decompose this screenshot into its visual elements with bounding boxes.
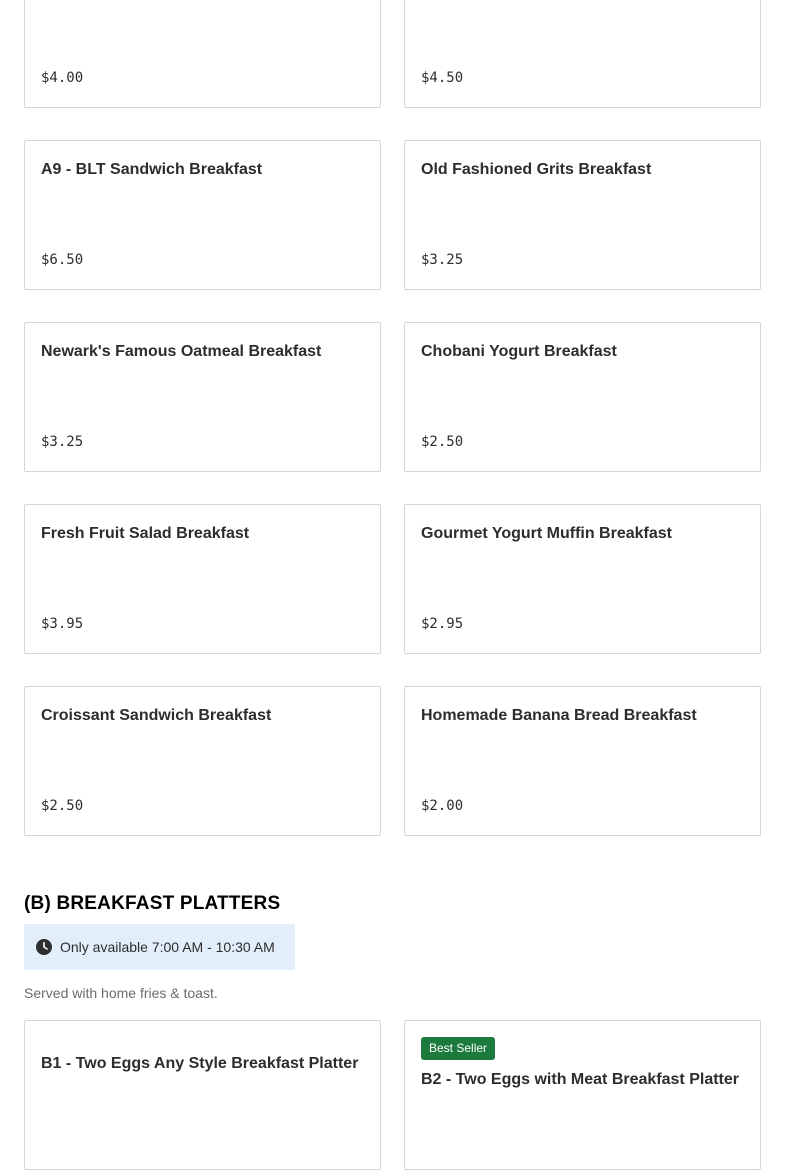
menu-item-price: $2.95	[421, 616, 464, 632]
menu-item-card[interactable]	[404, 140, 761, 290]
menu-item-name: B2 - Two Eggs with Meat Breakfast Platter	[421, 1071, 739, 1088]
menu-item-card[interactable]	[24, 504, 381, 654]
section-description: Served with home fries & toast.	[24, 985, 218, 1001]
availability-text: Only available 7:00 AM - 10:30 AM	[60, 939, 275, 955]
menu-item-card[interactable]	[404, 322, 761, 472]
menu-item-price: $2.50	[41, 798, 84, 814]
menu-item-price: $4.00	[41, 70, 84, 86]
clock-icon	[36, 939, 52, 955]
menu-item-price: $2.00	[421, 798, 464, 814]
menu-item-card[interactable]	[404, 504, 761, 654]
menu-item-card[interactable]	[24, 686, 381, 836]
menu-item-name: Newark's Famous Oatmeal Breakfast	[41, 343, 322, 360]
menu-item-price: $3.25	[421, 252, 464, 268]
menu-item-card[interactable]	[24, 1020, 381, 1170]
menu-items-grid	[24, 0, 761, 836]
menu-item-price: $3.95	[41, 616, 84, 632]
menu-item-name: Homemade Banana Bread Breakfast	[421, 707, 697, 724]
menu-item-card[interactable]	[404, 0, 761, 108]
menu-item-card[interactable]	[24, 140, 381, 290]
menu-item-price: $3.25	[41, 434, 84, 450]
platters-grid	[24, 1020, 761, 1170]
menu-item-price: $2.50	[421, 434, 464, 450]
menu-item-card[interactable]	[24, 0, 381, 108]
menu-item-card[interactable]	[24, 322, 381, 472]
best-seller-badge: Best Seller	[421, 1037, 495, 1060]
menu-item-name: Fresh Fruit Salad Breakfast	[41, 525, 250, 542]
menu-item-name: Gourmet Yogurt Muffin Breakfast	[421, 525, 672, 542]
menu-item-card[interactable]	[404, 686, 761, 836]
availability-banner	[24, 924, 295, 970]
menu-item-price: $6.50	[41, 252, 84, 268]
menu-item-name: Old Fashioned Grits Breakfast	[421, 161, 652, 178]
menu-item-name: Croissant Sandwich Breakfast	[41, 707, 272, 724]
menu-item-price: $4.50	[421, 70, 464, 86]
menu-item-card[interactable]	[404, 1020, 761, 1170]
section-title: (B) BREAKFAST PLATTERS	[24, 893, 281, 914]
menu-item-name: A9 - BLT Sandwich Breakfast	[41, 161, 263, 178]
menu-item-name: Chobani Yogurt Breakfast	[421, 343, 617, 360]
menu-item-name: B1 - Two Eggs Any Style Breakfast Platter	[41, 1055, 359, 1072]
